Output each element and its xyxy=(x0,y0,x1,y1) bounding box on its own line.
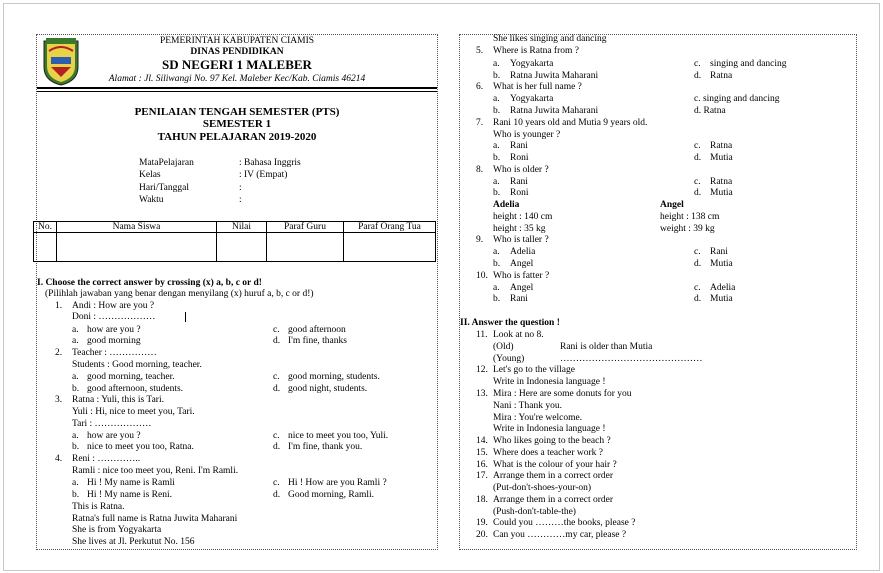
question-line: Who is older ? xyxy=(493,165,549,175)
option-text: how are you ? xyxy=(87,325,141,335)
question-number: 17. xyxy=(476,471,488,481)
option-letter: c. xyxy=(273,372,280,382)
option-letter: a. xyxy=(72,372,79,382)
question-line: Andi : How are you ? xyxy=(72,301,155,311)
option-text: Mutia xyxy=(710,188,733,198)
question-number: 3. xyxy=(55,395,63,405)
table-header-no: No. xyxy=(34,222,57,233)
question-line: (Put-don't-shoes-your-on) xyxy=(493,483,592,493)
profile-stat: height : 35 kg xyxy=(493,224,546,234)
table-header-parent-sign: Paraf Orang Tua xyxy=(344,222,436,233)
question-number: 13. xyxy=(476,389,488,399)
question-line: Arrange them in a correct order xyxy=(493,471,614,481)
page-left xyxy=(36,34,438,550)
reading-line: Ratna's full name is Ratna Juwita Maharani xyxy=(72,514,238,524)
question-number: 15. xyxy=(476,448,488,458)
option-text: good morning xyxy=(87,336,141,346)
reading-line: This is Ratna. xyxy=(72,502,125,512)
option-letter: b. xyxy=(493,106,501,116)
option-letter: a. xyxy=(72,325,79,335)
question-number: 14. xyxy=(476,436,488,446)
info-label-date: Hari/Tanggal xyxy=(139,183,189,193)
document-viewer xyxy=(3,3,880,571)
answer-blank: ……………………………………… xyxy=(560,354,703,364)
profile-name: Adelia xyxy=(493,200,520,210)
question-number: 19. xyxy=(476,518,488,528)
option-letter: d. xyxy=(694,259,702,269)
option-text: Mutia xyxy=(710,294,733,304)
header-divider xyxy=(37,87,437,92)
option-letter: d. xyxy=(694,71,702,81)
table-cell xyxy=(57,233,217,262)
info-value-subject: : Bahasa Inggris xyxy=(239,158,301,168)
option-text: Ratna xyxy=(710,71,733,81)
option-text: Angel xyxy=(510,283,534,293)
option-text: Yogyakarta xyxy=(510,59,554,69)
option-text: how are you ? xyxy=(87,431,141,441)
option-text: Rani xyxy=(510,294,528,304)
info-label-class: Kelas xyxy=(139,170,161,180)
option-letter: d. xyxy=(273,384,281,394)
question-line: Who is fatter ? xyxy=(493,271,550,281)
option-letter: c. xyxy=(694,59,701,69)
option-letter: a. xyxy=(493,94,500,104)
reading-line: She is from Yogyakarta xyxy=(72,525,162,535)
option-letter: b. xyxy=(493,71,501,81)
info-value-class: : IV (Empat) xyxy=(239,170,288,180)
question-line: Where does a teacher work ? xyxy=(493,448,603,458)
option-text: Adelia xyxy=(710,283,736,293)
question-number: 5. xyxy=(476,46,484,56)
header-government: PEMERINTAH KABUPATEN CIAMIS xyxy=(159,36,315,46)
option-letter: c. xyxy=(273,431,280,441)
question-line: Tari : ……………… xyxy=(72,419,152,429)
option-text: good morning, students. xyxy=(288,372,380,382)
header-school-name: SD NEGERI 1 MALEBER xyxy=(162,57,312,72)
question-number: 9. xyxy=(476,235,484,245)
question-line: Teacher : …………… xyxy=(72,348,157,358)
section-1-subtitle: (Pilihlah jawaban yang benar dengan menyilang (x) huruf a, b, c or d!) xyxy=(45,289,314,299)
option-text: Rani xyxy=(510,177,528,187)
option-letter: b. xyxy=(72,442,80,452)
option-text: good morning, teacher. xyxy=(87,372,175,382)
reading-line: She lives at Jl. Perkutut No. 156 xyxy=(72,537,195,547)
question-line: (Young) xyxy=(493,354,525,364)
info-value-time: : xyxy=(239,195,242,205)
question-number: 1. xyxy=(55,301,63,311)
header-department: DINAS PENDIDIKAN xyxy=(190,47,284,57)
option-text: Angel xyxy=(510,259,534,269)
option-text: Mutia xyxy=(710,153,733,163)
question-line: Could you ………the books, please ? xyxy=(493,518,636,528)
option-text: good afternoon, students. xyxy=(87,384,184,394)
profile-stat: height : 138 cm xyxy=(660,212,720,222)
option-letter: c. xyxy=(694,283,701,293)
option-text: Ratna xyxy=(710,177,733,187)
question-number: 2. xyxy=(55,348,63,358)
question-line: Rani 10 years old and Mutia 9 years old. xyxy=(493,118,648,128)
option-letter: a. xyxy=(493,141,500,151)
option-letter: a. xyxy=(493,247,500,257)
question-number: 16. xyxy=(476,460,488,470)
table-cell xyxy=(34,233,57,262)
option-letter: b. xyxy=(493,259,501,269)
option-letter: d. xyxy=(694,153,702,163)
question-number: 6. xyxy=(476,82,484,92)
question-number: 12. xyxy=(476,365,488,375)
section-2-title: II. Answer the question ! xyxy=(460,318,560,328)
option-letter: a. xyxy=(493,59,500,69)
question-line: Who is taller ? xyxy=(493,235,549,245)
option-text: c. singing and dancing xyxy=(694,94,780,104)
info-label-time: Waktu xyxy=(139,195,164,205)
option-letter: c. xyxy=(694,177,701,187)
option-text: Rani xyxy=(710,247,728,257)
option-letter: d. xyxy=(273,490,281,500)
question-number: 20. xyxy=(476,530,488,540)
info-label-subject: MataPelajaran xyxy=(139,158,194,168)
option-letter: a. xyxy=(72,431,79,441)
info-value-date: : xyxy=(239,183,242,193)
option-letter: a. xyxy=(493,283,500,293)
option-text: good afternoon xyxy=(288,325,346,335)
exam-semester: SEMESTER 1 xyxy=(202,118,272,130)
question-line: Mira : Here are some donuts for you xyxy=(493,389,632,399)
option-text: Ratna xyxy=(710,141,733,151)
reading-line: She likes singing and dancing xyxy=(493,34,607,44)
question-line: (Push-don't-table-the) xyxy=(493,507,576,517)
question-line: Let's go to the village xyxy=(493,365,575,375)
question-line: Who is younger ? xyxy=(493,130,561,140)
question-line: What is the colour of your hair ? xyxy=(493,460,617,470)
option-text: Roni xyxy=(510,153,529,163)
profile-stat: height : 140 cm xyxy=(493,212,553,222)
question-line: Look at no 8. xyxy=(493,330,544,340)
option-letter: c. xyxy=(694,141,701,151)
option-text: I'm fine, thanks xyxy=(288,336,347,346)
option-text: Good morning, Ramli. xyxy=(288,490,375,500)
option-letter: d. xyxy=(694,294,702,304)
profile-stat: weight : 39 kg xyxy=(660,224,715,234)
table-header-teacher-sign: Paraf Guru xyxy=(267,222,344,233)
table-header-score: Nilai xyxy=(217,222,267,233)
option-text: Yogyakarta xyxy=(510,94,554,104)
question-line: Reni : ………….. xyxy=(72,454,141,464)
question-line: Nani : Thank you. xyxy=(493,401,562,411)
question-line: Ratna : Yuli, this is Tari. xyxy=(72,395,164,405)
option-text: Hi ! My name is Reni. xyxy=(87,490,172,500)
question-line: Where is Ratna from ? xyxy=(493,46,579,56)
page-right xyxy=(459,34,857,550)
option-text: Roni xyxy=(510,188,529,198)
table-header-name: Nama Siswa xyxy=(57,222,217,233)
option-letter: d. xyxy=(273,336,281,346)
option-letter: d. xyxy=(694,188,702,198)
option-letter: d. xyxy=(273,442,281,452)
table-cell xyxy=(267,233,344,262)
option-text: I'm fine, thank you. xyxy=(288,442,363,452)
option-letter: a. xyxy=(72,478,79,488)
option-text: Ratna Juwita Maharani xyxy=(510,106,599,116)
option-letter: c. xyxy=(273,325,280,335)
question-line: (Old) xyxy=(493,342,514,352)
text-cursor xyxy=(185,312,186,322)
question-number: 11. xyxy=(476,330,488,340)
profile-name: Angel xyxy=(660,200,684,210)
question-line: Ramli : nice too meet you, Reni. I'm Ramli. xyxy=(72,466,239,476)
option-text: good night, students. xyxy=(288,384,368,394)
option-text: nice to meet you too, Ratna. xyxy=(87,442,194,452)
question-number: 8. xyxy=(476,165,484,175)
option-letter: b. xyxy=(493,294,501,304)
question-number: 10. xyxy=(476,271,488,281)
table-cell xyxy=(344,233,436,262)
question-line: Write in Indonesia language ! xyxy=(493,377,606,387)
option-letter: b. xyxy=(72,384,80,394)
option-text: Hi ! My name is Ramli xyxy=(87,478,175,488)
question-line: Can you …………my car, please ? xyxy=(493,530,627,540)
option-text: d. Ratna xyxy=(694,106,726,116)
option-text: Hi ! How are you Ramli ? xyxy=(288,478,387,488)
question-line: Write in Indonesia language ! xyxy=(493,424,606,434)
option-text: Ratna Juwita Maharani xyxy=(510,71,599,81)
table-cell xyxy=(217,233,267,262)
question-line: Arrange them in a correct order xyxy=(493,495,614,505)
section-1-title: I. Choose the correct answer by crossing (x) a, b, c or d! xyxy=(37,278,262,288)
option-letter: b. xyxy=(493,153,501,163)
question-line: Yuli : Hi, nice to meet you, Tari. xyxy=(72,407,195,417)
question-line: Who likes going to the beach ? xyxy=(493,436,611,446)
option-text: Adelia xyxy=(510,247,536,257)
option-letter: c. xyxy=(273,478,280,488)
question-line: Students : Good morning, teacher. xyxy=(72,360,202,370)
question-line: Mira : You're welcome. xyxy=(493,413,583,423)
option-letter: b. xyxy=(72,490,80,500)
option-letter: a. xyxy=(493,177,500,187)
option-text: singing and dancing xyxy=(710,59,787,69)
question-line: What is her full name ? xyxy=(493,82,582,92)
question-line: Doni : ……………… xyxy=(72,312,156,322)
option-text: nice to meet you too, Yuli. xyxy=(288,431,389,441)
student-signature-table xyxy=(33,221,436,262)
exam-title: PENILAIAN TENGAH SEMESTER (PTS) xyxy=(134,106,340,118)
option-letter: c. xyxy=(694,247,701,257)
exam-year: TAHUN PELAJARAN 2019-2020 xyxy=(157,131,317,143)
header-address: Alamat : Jl. Siliwangi No. 97 Kel. Maleber Kec/Kab. Ciamis 46214 xyxy=(108,74,366,84)
option-text: Rani xyxy=(510,141,528,151)
question-number: 18. xyxy=(476,495,488,505)
question-number: 4. xyxy=(55,454,63,464)
option-letter: b. xyxy=(493,188,501,198)
option-letter: a. xyxy=(72,336,79,346)
question-line: Rani is older than Mutia xyxy=(560,342,653,352)
question-number: 7. xyxy=(476,118,484,128)
option-text: Mutia xyxy=(710,259,733,269)
